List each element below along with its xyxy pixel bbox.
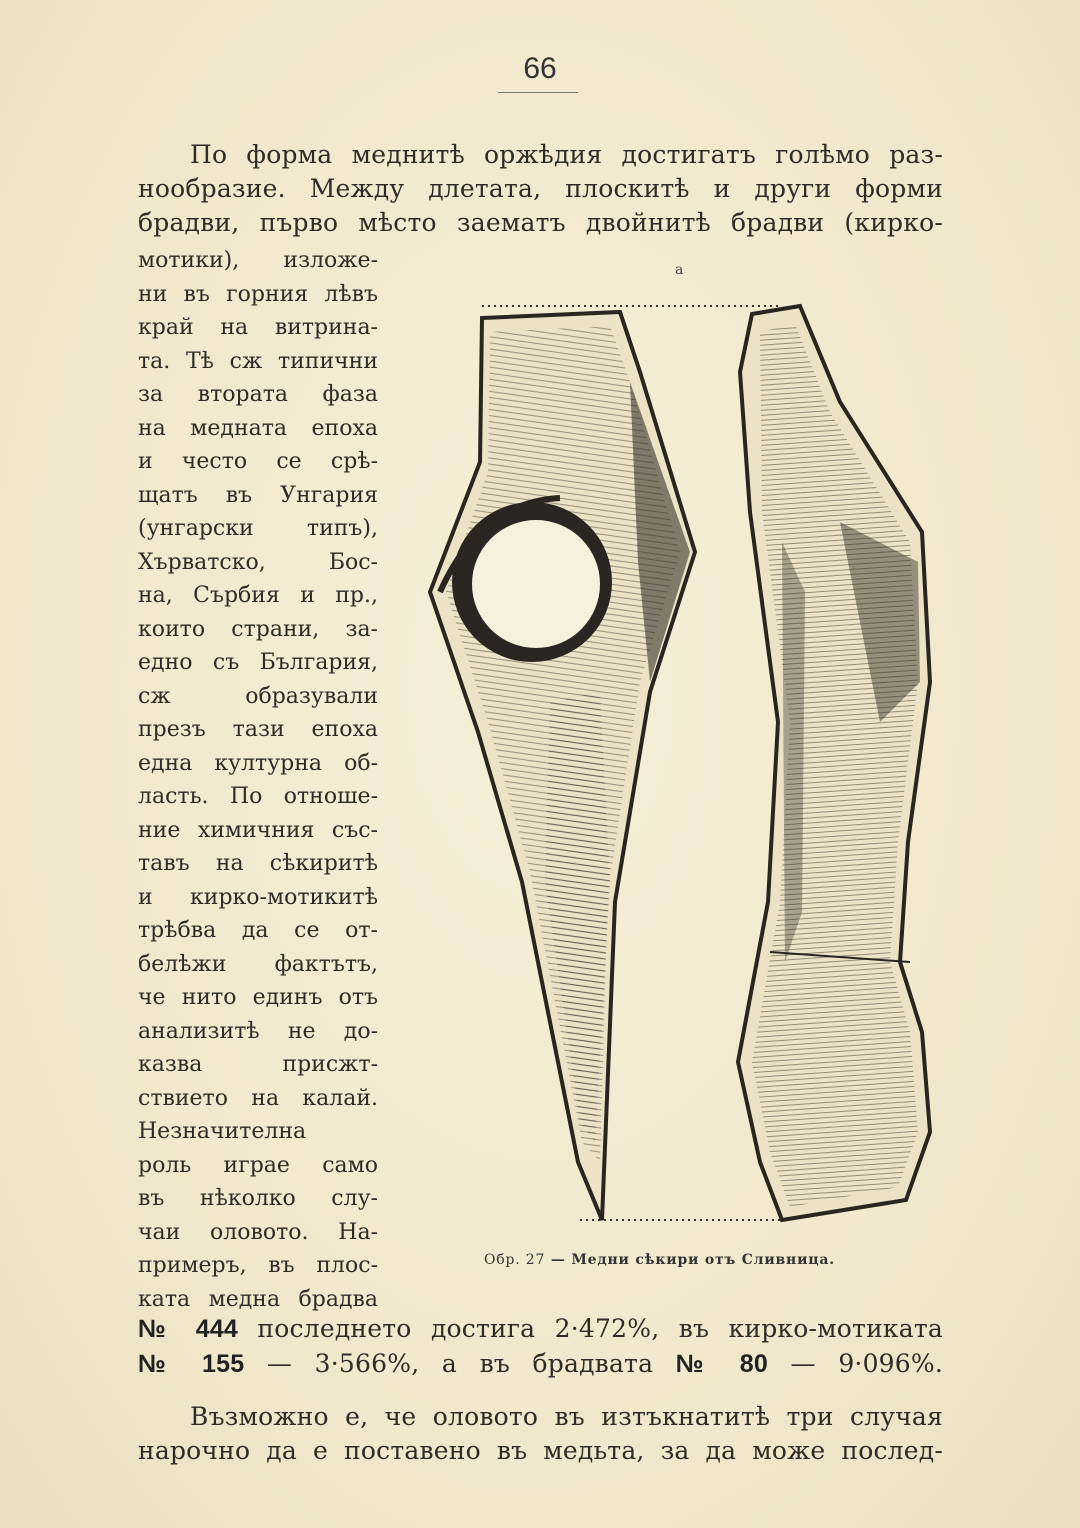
column-line: щатъ въ Унгария xyxy=(138,482,378,508)
column-line: анализитѣ не до- xyxy=(138,1018,378,1044)
column-line: и кирко-мотикитѣ xyxy=(138,884,378,910)
paragraph-text: последнето достига 2·472%, въ кирко-мотиката xyxy=(238,1314,943,1343)
column-line: на, Сърбия и пр., xyxy=(138,583,378,608)
column-line: белѣжи фактътъ, xyxy=(138,951,378,977)
paragraph-text: — 3·566%, а въ брадвата xyxy=(244,1349,676,1378)
paragraph-line: Възможно е, че оловото въ изтъкнатитѣ три случая xyxy=(190,1402,943,1431)
column-line: едно съ България, xyxy=(138,650,378,675)
column-line: край на витрина- xyxy=(138,315,378,340)
column-line: които страни, за- xyxy=(138,616,378,642)
column-line: роль играе само xyxy=(138,1152,378,1178)
page-number: 66 xyxy=(523,52,557,85)
column-line: казва присжт- xyxy=(138,1052,378,1077)
paragraph-line xyxy=(138,1347,943,1381)
paragraph-line: нарочно да е поставено въ медьта, за да може послед- xyxy=(138,1436,943,1465)
left-axe xyxy=(430,312,695,1220)
column-line: чаи оловото. На- xyxy=(138,1219,378,1245)
column-line: примеръ, въ плос- xyxy=(138,1253,378,1278)
column-line: за втората фаза xyxy=(138,382,378,407)
column-line: сж образували xyxy=(138,683,378,709)
column-line: ката медна брадва xyxy=(138,1286,378,1312)
figure-marker: a xyxy=(675,262,684,278)
column-line: Незначителна xyxy=(138,1119,307,1144)
column-line: ние химичния със- xyxy=(138,817,378,843)
paragraph-line: брадви, първо мѣсто заематъ двойнитѣ брадви (кирко- xyxy=(138,208,943,237)
figure-copper-axes xyxy=(410,262,950,1237)
catalog-number: № 155 xyxy=(138,1350,245,1378)
column-line: че нито единъ отъ xyxy=(138,985,378,1010)
column-line: една културна об- xyxy=(138,750,378,776)
figure-caption xyxy=(484,1252,904,1268)
column-line: Хърватско, Бос- xyxy=(138,549,378,575)
column-line: (унгарски типъ), xyxy=(138,516,378,541)
right-axe xyxy=(738,306,930,1220)
column-line: презъ тази епоха xyxy=(138,717,378,742)
paragraph-line: По форма меднитѣ оржѣдия достигатъ голѣмо раз- xyxy=(190,140,943,169)
page-number-rule xyxy=(498,92,578,93)
figure-caption-text: — Медни сѣкири отъ Сливница. xyxy=(545,1252,835,1268)
paragraph-line: нообразие. Между длетата, плоскитѣ и други форми xyxy=(138,174,943,203)
column-line: тавъ на сѣкиритѣ xyxy=(138,851,378,876)
paragraph-text: — 9·096%. xyxy=(768,1349,943,1378)
column-line: на медната епоха xyxy=(138,415,378,441)
column-line: ни въ горния лѣвъ xyxy=(138,281,378,307)
figure-caption-number: Обр. 27 xyxy=(484,1252,546,1268)
column-line: мотики), изложе- xyxy=(138,248,378,273)
column-line: та. Тѣ сж типични xyxy=(138,348,378,374)
column-line: ствието на калай. xyxy=(138,1085,378,1111)
catalog-number: № 80 xyxy=(675,1350,768,1378)
column-line: ласть. По отноше- xyxy=(138,784,378,809)
paragraph-line xyxy=(138,1312,943,1346)
column-line: въ нѣколко слу- xyxy=(138,1186,378,1211)
column-line: и често се срѣ- xyxy=(138,449,378,474)
catalog-number: № 444 xyxy=(138,1315,239,1343)
column-line: трѣбва да се от- xyxy=(138,918,378,943)
